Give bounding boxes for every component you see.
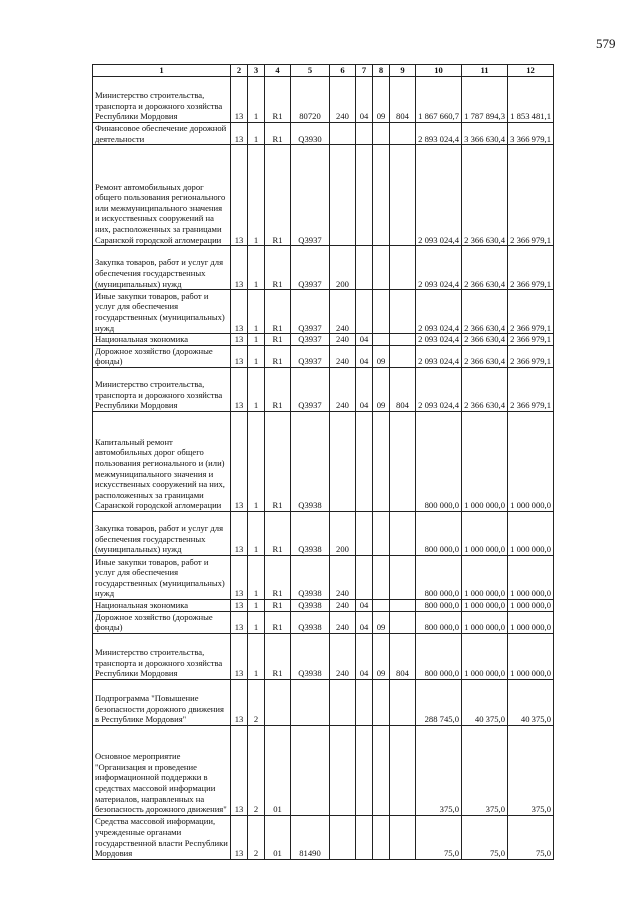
header-row <box>93 65 554 77</box>
amount-cell: 2 366 630,4 <box>462 246 508 290</box>
amount-cell: 1 000 000,0 <box>508 633 554 679</box>
code-cell: 1 <box>248 145 265 246</box>
row-name-cell: Закупка товаров, работ и услуг для обеспечения государственных (муниципальных) нужд <box>93 246 231 290</box>
code-cell: R1 <box>265 611 291 633</box>
amount-cell: 75,0 <box>462 815 508 859</box>
code-cell <box>373 246 390 290</box>
table-row <box>93 555 554 599</box>
amount-cell: 1 000 000,0 <box>462 511 508 555</box>
code-cell: 13 <box>231 555 248 599</box>
code-cell: 804 <box>390 77 416 123</box>
code-cell <box>390 145 416 246</box>
table-row <box>93 290 554 334</box>
row-name-cell: Министерство строительства, транспорта и дорожного хозяйства Республики Мордовия <box>93 77 231 123</box>
code-cell: 04 <box>356 633 373 679</box>
amount-cell: 1 000 000,0 <box>462 633 508 679</box>
amount-cell: 375,0 <box>462 725 508 815</box>
code-cell: 1 <box>248 599 265 611</box>
code-cell: 804 <box>390 367 416 411</box>
code-cell <box>390 611 416 633</box>
amount-cell: 1 000 000,0 <box>462 411 508 511</box>
amount-cell: 1 787 894,3 <box>462 77 508 123</box>
table-row <box>93 246 554 290</box>
code-cell <box>356 290 373 334</box>
code-cell: Q3937 <box>291 367 330 411</box>
amount-cell: 1 000 000,0 <box>462 611 508 633</box>
code-cell <box>373 679 390 725</box>
code-cell: Q3937 <box>291 334 330 346</box>
row-name-cell: Основное мероприятие "Организация и проведение информационной поддержки в средствах массовой информации материалов, направленных на безопасность дорожного движения" <box>93 725 231 815</box>
code-cell: 13 <box>231 123 248 145</box>
amount-cell: 1 000 000,0 <box>508 599 554 611</box>
code-cell: 240 <box>330 599 356 611</box>
code-cell: R1 <box>265 367 291 411</box>
table-row <box>93 145 554 246</box>
code-cell: R1 <box>265 77 291 123</box>
code-cell: 13 <box>231 345 248 367</box>
code-cell: 200 <box>330 246 356 290</box>
code-cell <box>330 815 356 859</box>
code-cell <box>356 815 373 859</box>
code-cell: R1 <box>265 290 291 334</box>
code-cell: 1 <box>248 611 265 633</box>
code-cell: Q3938 <box>291 599 330 611</box>
table-body <box>93 77 554 860</box>
code-cell: 1 <box>248 123 265 145</box>
amount-cell: 375,0 <box>508 725 554 815</box>
code-cell <box>373 815 390 859</box>
code-cell <box>390 599 416 611</box>
code-cell: 240 <box>330 611 356 633</box>
amount-cell: 75,0 <box>508 815 554 859</box>
code-cell <box>356 725 373 815</box>
amount-cell: 800 000,0 <box>416 599 462 611</box>
code-cell: 804 <box>390 633 416 679</box>
table-row <box>93 725 554 815</box>
code-cell <box>356 555 373 599</box>
code-cell <box>390 511 416 555</box>
code-cell: 240 <box>330 77 356 123</box>
column-header: 1 <box>93 65 231 77</box>
code-cell <box>390 679 416 725</box>
code-cell <box>390 246 416 290</box>
column-header: 4 <box>265 65 291 77</box>
amount-cell: 75,0 <box>416 815 462 859</box>
code-cell: Q3937 <box>291 145 330 246</box>
code-cell: 01 <box>265 725 291 815</box>
code-cell: 13 <box>231 725 248 815</box>
code-cell: R1 <box>265 334 291 346</box>
code-cell: 1 <box>248 633 265 679</box>
row-name-cell: Иные закупки товаров, работ и услуг для обеспечения государственных (муниципальных) нужд <box>93 290 231 334</box>
code-cell <box>356 411 373 511</box>
code-cell: R1 <box>265 555 291 599</box>
code-cell <box>390 725 416 815</box>
code-cell: 13 <box>231 367 248 411</box>
amount-cell: 2 093 024,4 <box>416 145 462 246</box>
column-header: 5 <box>291 65 330 77</box>
code-cell: Q3937 <box>291 290 330 334</box>
code-cell: Q3938 <box>291 555 330 599</box>
code-cell: 09 <box>373 345 390 367</box>
code-cell: 13 <box>231 290 248 334</box>
code-cell: 13 <box>231 679 248 725</box>
code-cell: 200 <box>330 511 356 555</box>
amount-cell: 2 366 630,4 <box>462 345 508 367</box>
code-cell <box>390 555 416 599</box>
code-cell: 240 <box>330 334 356 346</box>
code-cell <box>390 290 416 334</box>
code-cell: Q3930 <box>291 123 330 145</box>
amount-cell: 2 366 979,1 <box>508 345 554 367</box>
code-cell: 13 <box>231 411 248 511</box>
code-cell <box>373 411 390 511</box>
code-cell: 240 <box>330 367 356 411</box>
code-cell: 04 <box>356 334 373 346</box>
code-cell: 240 <box>330 633 356 679</box>
table-row <box>93 367 554 411</box>
column-header: 3 <box>248 65 265 77</box>
code-cell <box>356 246 373 290</box>
row-name-cell: Финансовое обеспечение дорожной деятельности <box>93 123 231 145</box>
code-cell: 80720 <box>291 77 330 123</box>
code-cell: 13 <box>231 77 248 123</box>
amount-cell: 1 000 000,0 <box>508 611 554 633</box>
code-cell: 13 <box>231 246 248 290</box>
code-cell: 1 <box>248 290 265 334</box>
table-row <box>93 679 554 725</box>
budget-table <box>92 64 554 860</box>
table-row <box>93 599 554 611</box>
code-cell: 1 <box>248 334 265 346</box>
column-header: 11 <box>462 65 508 77</box>
page-number: 579 <box>596 36 616 51</box>
code-cell: 09 <box>373 611 390 633</box>
code-cell: 09 <box>373 77 390 123</box>
amount-cell: 2 366 630,4 <box>462 290 508 334</box>
amount-cell: 2 093 024,4 <box>416 345 462 367</box>
code-cell: 01 <box>265 815 291 859</box>
code-cell: 09 <box>373 633 390 679</box>
code-cell <box>291 725 330 815</box>
amount-cell: 1 000 000,0 <box>508 511 554 555</box>
table-row <box>93 345 554 367</box>
code-cell: 09 <box>373 367 390 411</box>
amount-cell: 800 000,0 <box>416 555 462 599</box>
amount-cell: 40 375,0 <box>508 679 554 725</box>
code-cell: 1 <box>248 511 265 555</box>
row-name-cell: Национальная экономика <box>93 599 231 611</box>
amount-cell: 2 093 024,4 <box>416 290 462 334</box>
table-row <box>93 411 554 511</box>
code-cell <box>265 679 291 725</box>
row-name-cell: Иные закупки товаров, работ и услуг для обеспечения государственных (муниципальных) нужд <box>93 555 231 599</box>
amount-cell: 2 093 024,4 <box>416 246 462 290</box>
code-cell: 13 <box>231 599 248 611</box>
code-cell: 1 <box>248 367 265 411</box>
amount-cell: 3 366 630,4 <box>462 123 508 145</box>
code-cell: R1 <box>265 511 291 555</box>
code-cell <box>373 555 390 599</box>
code-cell <box>291 679 330 725</box>
code-cell <box>373 599 390 611</box>
amount-cell: 2 366 630,4 <box>462 367 508 411</box>
code-cell: Q3938 <box>291 611 330 633</box>
code-cell <box>373 145 390 246</box>
amount-cell: 2 366 979,1 <box>508 145 554 246</box>
code-cell <box>390 123 416 145</box>
code-cell <box>390 815 416 859</box>
row-name-cell: Средства массовой информации, учрежденные органами государственной власти Республики Мордовия <box>93 815 231 859</box>
amount-cell: 2 893 024,4 <box>416 123 462 145</box>
code-cell: 1 <box>248 246 265 290</box>
code-cell: Q3938 <box>291 511 330 555</box>
amount-cell: 1 000 000,0 <box>462 599 508 611</box>
code-cell: R1 <box>265 599 291 611</box>
code-cell: 2 <box>248 679 265 725</box>
code-cell: Q3938 <box>291 411 330 511</box>
code-cell <box>390 411 416 511</box>
code-cell: R1 <box>265 145 291 246</box>
code-cell: 13 <box>231 145 248 246</box>
code-cell: R1 <box>265 345 291 367</box>
table-row <box>93 334 554 346</box>
amount-cell: 1 853 481,1 <box>508 77 554 123</box>
amount-cell: 2 093 024,4 <box>416 367 462 411</box>
code-cell <box>330 123 356 145</box>
amount-cell: 800 000,0 <box>416 611 462 633</box>
amount-cell: 800 000,0 <box>416 511 462 555</box>
amount-cell: 2 366 630,4 <box>462 145 508 246</box>
code-cell: 2 <box>248 815 265 859</box>
row-name-cell: Национальная экономика <box>93 334 231 346</box>
amount-cell: 2 093 024,4 <box>416 334 462 346</box>
code-cell <box>356 679 373 725</box>
amount-cell: 2 366 979,1 <box>508 367 554 411</box>
amount-cell: 1 000 000,0 <box>508 555 554 599</box>
code-cell: 13 <box>231 815 248 859</box>
amount-cell: 800 000,0 <box>416 411 462 511</box>
table-row <box>93 123 554 145</box>
amount-cell: 2 366 979,1 <box>508 334 554 346</box>
code-cell: 13 <box>231 633 248 679</box>
column-header: 2 <box>231 65 248 77</box>
code-cell <box>373 511 390 555</box>
code-cell: Q3937 <box>291 246 330 290</box>
code-cell: R1 <box>265 411 291 511</box>
code-cell: 240 <box>330 345 356 367</box>
code-cell: 1 <box>248 555 265 599</box>
row-name-cell: Капитальный ремонт автомобильных дорог общего пользования регионального и (или) межмуниципального значения и искусственных сооружений на них, расположенных за границами Саранской городской агломерации <box>93 411 231 511</box>
amount-cell: 800 000,0 <box>416 633 462 679</box>
code-cell <box>356 123 373 145</box>
code-cell <box>356 511 373 555</box>
code-cell: R1 <box>265 633 291 679</box>
code-cell: 04 <box>356 611 373 633</box>
code-cell: R1 <box>265 246 291 290</box>
column-header: 9 <box>390 65 416 77</box>
row-name-cell: Подпрограмма "Повышение безопасности дорожного движения в Республике Мордовия" <box>93 679 231 725</box>
amount-cell: 2 366 979,1 <box>508 246 554 290</box>
code-cell: 1 <box>248 77 265 123</box>
code-cell: 1 <box>248 345 265 367</box>
amount-cell: 3 366 979,1 <box>508 123 554 145</box>
code-cell <box>390 334 416 346</box>
column-header: 6 <box>330 65 356 77</box>
code-cell: 13 <box>231 334 248 346</box>
code-cell: 2 <box>248 725 265 815</box>
row-name-cell: Закупка товаров, работ и услуг для обеспечения государственных (муниципальных) нужд <box>93 511 231 555</box>
amount-cell: 2 366 630,4 <box>462 334 508 346</box>
code-cell <box>373 334 390 346</box>
row-name-cell: Министерство строительства, транспорта и дорожного хозяйства Республики Мордовия <box>93 367 231 411</box>
table-row <box>93 511 554 555</box>
column-header: 12 <box>508 65 554 77</box>
amount-cell: 375,0 <box>416 725 462 815</box>
amount-cell: 1 000 000,0 <box>508 411 554 511</box>
table-row <box>93 815 554 859</box>
code-cell: 81490 <box>291 815 330 859</box>
column-header: 10 <box>416 65 462 77</box>
code-cell <box>330 411 356 511</box>
column-header: 8 <box>373 65 390 77</box>
row-name-cell: Ремонт автомобильных дорог общего пользования регионального или межмуниципального значения и искусственных сооружений на них, расположенных за границами Саранской городской агломерации <box>93 145 231 246</box>
amount-cell: 40 375,0 <box>462 679 508 725</box>
code-cell: 1 <box>248 411 265 511</box>
code-cell: R1 <box>265 123 291 145</box>
code-cell: 04 <box>356 345 373 367</box>
column-header: 7 <box>356 65 373 77</box>
code-cell <box>373 123 390 145</box>
code-cell <box>330 145 356 246</box>
code-cell <box>373 725 390 815</box>
amount-cell: 2 366 979,1 <box>508 290 554 334</box>
code-cell: 04 <box>356 77 373 123</box>
code-cell <box>330 679 356 725</box>
code-cell: 04 <box>356 599 373 611</box>
code-cell: 04 <box>356 367 373 411</box>
code-cell <box>330 725 356 815</box>
code-cell <box>373 290 390 334</box>
amount-cell: 1 867 660,7 <box>416 77 462 123</box>
row-name-cell: Дорожное хозяйство (дорожные фонды) <box>93 611 231 633</box>
table-row <box>93 633 554 679</box>
code-cell: 13 <box>231 611 248 633</box>
code-cell: Q3938 <box>291 633 330 679</box>
table-row <box>93 611 554 633</box>
amount-cell: 1 000 000,0 <box>462 555 508 599</box>
code-cell <box>390 345 416 367</box>
code-cell: Q3937 <box>291 345 330 367</box>
code-cell: 240 <box>330 290 356 334</box>
code-cell: 13 <box>231 511 248 555</box>
code-cell <box>356 145 373 246</box>
row-name-cell: Дорожное хозяйство (дорожные фонды) <box>93 345 231 367</box>
code-cell: 240 <box>330 555 356 599</box>
row-name-cell: Министерство строительства, транспорта и дорожного хозяйства Республики Мордовия <box>93 633 231 679</box>
amount-cell: 288 745,0 <box>416 679 462 725</box>
table-row <box>93 77 554 123</box>
